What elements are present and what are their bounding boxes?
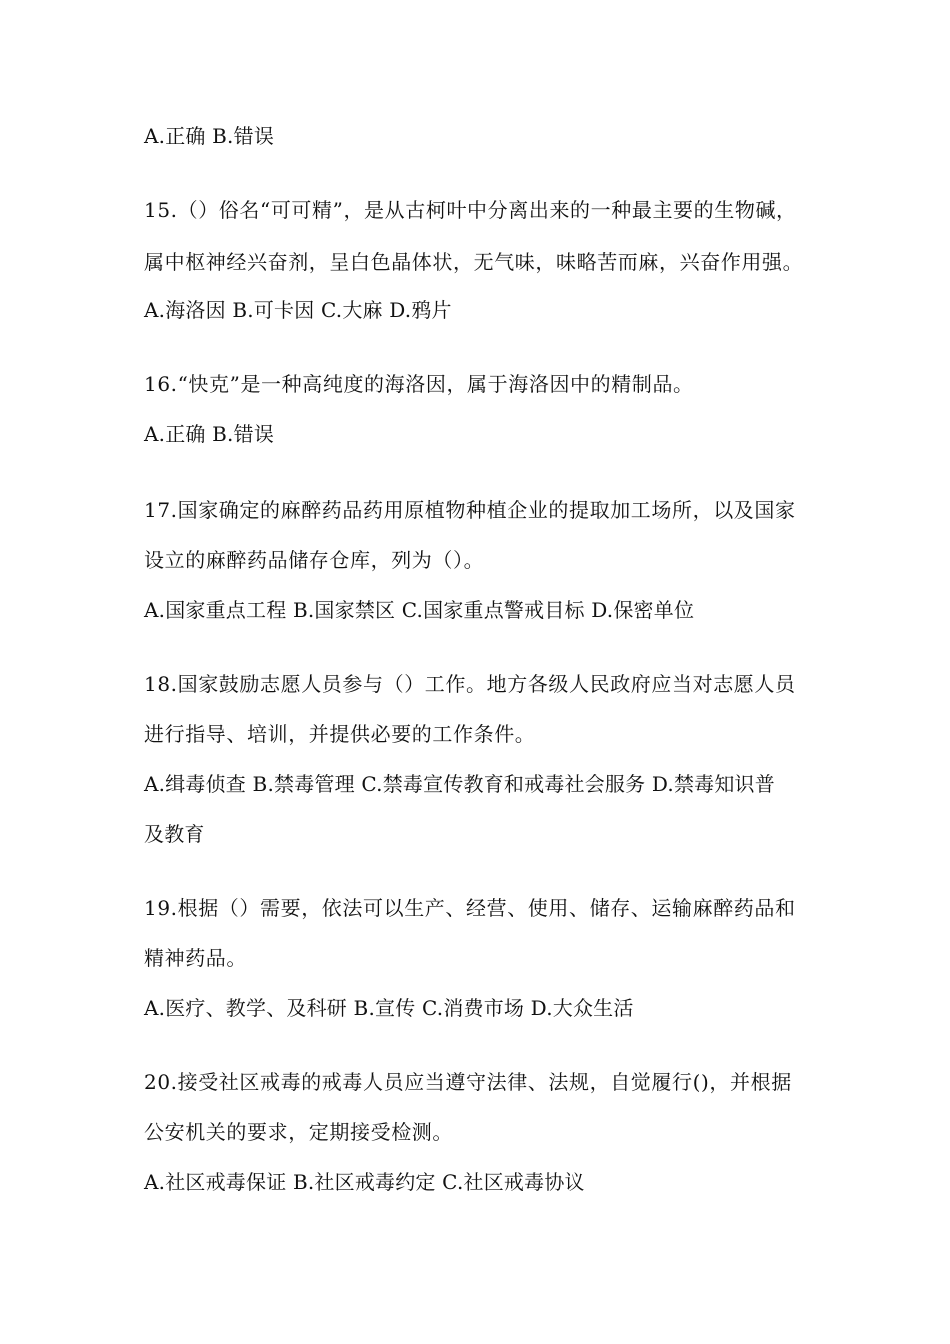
q19-options: A.医疗、教学、及科研 B.宣传 C.消费市场 D.大众生活 (144, 996, 634, 1020)
q18-text-line-1: 18.国家鼓励志愿人员参与（）工作。地方各级人民政府应当对志愿人员 (144, 672, 796, 696)
q15-text-line-1: 15.（）俗名“可可精”，是从古柯叶中分离出来的一种最主要的生物碱， (144, 198, 797, 222)
q17-text-line-1: 17.国家确定的麻醉药品药用原植物种植企业的提取加工场所，以及国家 (144, 498, 796, 522)
q20-text-line-2: 公安机关的要求，定期接受检测。 (144, 1120, 453, 1144)
q15-options: A.海洛因 B.可卡因 C.大麻 D.鸦片 (144, 298, 452, 322)
q16-options: A.正确 B.错误 (144, 422, 275, 446)
prev-question-options: A.正确 B.错误 (144, 124, 275, 148)
q16-text-line-1: 16.“快克”是一种高纯度的海洛因，属于海洛因中的精制品。 (144, 372, 694, 396)
q18-options-line-2: 及教育 (144, 822, 205, 846)
q18-text-line-2: 进行指导、培训，并提供必要的工作条件。 (144, 722, 536, 746)
q17-options: A.国家重点工程 B.国家禁区 C.国家重点警戒目标 D.保密单位 (144, 598, 695, 622)
q20-text-line-1: 20.接受社区戒毒的戒毒人员应当遵守法律、法规，自觉履行()，并根据 (144, 1070, 792, 1094)
q19-text-line-1: 19.根据（）需要，依法可以生产、经营、使用、储存、运输麻醉药品和 (144, 896, 796, 920)
q17-text-line-2: 设立的麻醉药品储存仓库，列为（）。 (144, 548, 485, 572)
q15-text-line-2: 属中枢神经兴奋剂，呈白色晶体状，无气味，味略苦而麻，兴奋作用强。 (144, 250, 804, 274)
q20-options: A.社区戒毒保证 B.社区戒毒约定 C.社区戒毒协议 (144, 1170, 585, 1194)
q18-options-line-1: A.缉毒侦查 B.禁毒管理 C.禁毒宣传教育和戒毒社会服务 D.禁毒知识普 (144, 772, 775, 796)
q19-text-line-2: 精神药品。 (144, 946, 247, 970)
